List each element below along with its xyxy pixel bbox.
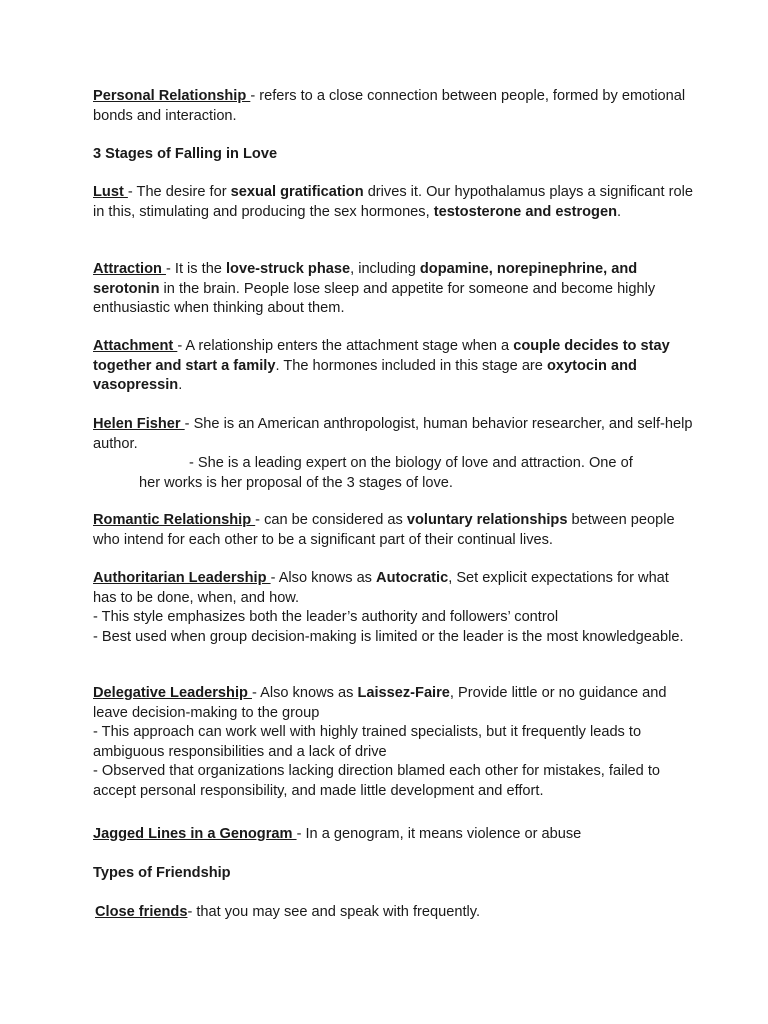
definition-text: - The desire for <box>127 184 231 200</box>
bold-text: couple decides to stay together and start a family <box>93 338 670 374</box>
definition-text: , including <box>350 261 420 277</box>
bullet-line: - This style emphasizes both the leader’s authority and followers’ control <box>93 609 559 625</box>
definition-text: - can be considered as <box>255 512 407 528</box>
bullet-line: - Observed that organizations lacking direction blamed each other for mistakes, failed to accept personal responsibility, and made little development and effort. <box>93 763 661 799</box>
term-authoritarian-leadership: Authoritarian Leadership <box>93 570 271 586</box>
definition-text: - In a genogram, it means violence or abuse <box>296 826 582 842</box>
paragraph-close-friends <box>95 903 695 923</box>
paragraph-lust <box>93 183 693 222</box>
bold-text: voluntary relationships <box>406 512 568 528</box>
definition-text: - A relationship enters the attachment stage when a <box>177 338 514 354</box>
paragraph-authoritarian-leadership <box>93 569 693 647</box>
term-attraction: Attraction <box>93 261 166 277</box>
term-delegative-leadership: Delegative Leadership <box>93 685 252 701</box>
paragraph-attachment <box>93 337 693 396</box>
paragraph-personal-relationship <box>93 87 693 126</box>
definition-text: - refers to a close connection between people, formed by emotional bonds and interaction. <box>93 88 686 124</box>
definition-text: - that you may see and speak with frequently. <box>187 904 481 920</box>
paragraph-attraction <box>93 260 693 319</box>
indented-line: - She is a leading expert on the biology of love and attraction. One of <box>189 455 633 471</box>
bold-text: Autocratic <box>376 570 449 586</box>
bold-text: dopamine, norepinephrine, and serotonin <box>93 261 638 297</box>
term-jagged-lines: Jagged Lines in a Genogram <box>93 826 297 842</box>
definition-text: drives it. Our hypothalamus plays a significant role in this, stimulating and producing the sex hormones, <box>93 184 693 220</box>
bold-text: love-struck phase <box>225 261 351 277</box>
definition-text: - Also knows as <box>270 570 377 586</box>
term-lust: Lust <box>93 184 128 200</box>
bold-text: sexual gratification <box>230 184 364 200</box>
heading-types-of-friendship: Types of Friendship <box>93 865 231 881</box>
term-helen-fisher: Helen Fisher <box>93 416 185 432</box>
term-attachment: Attachment <box>93 338 178 354</box>
definition-text: . <box>617 203 622 220</box>
heading-stages-of-love: 3 Stages of Falling in Love <box>93 146 278 162</box>
definition-text: in the brain. People lose sleep and appetite for someone and become highly enthusiastic when thinking about them. <box>93 280 656 316</box>
paragraph-delegative-leadership <box>93 684 693 801</box>
definition-text: - She is an American anthropologist, human behavior researcher, and self-help author. <box>93 416 693 452</box>
definition-text: . The hormones included in this stage are <box>275 357 547 374</box>
bold-text: Laissez-Faire <box>357 685 450 701</box>
bullet-line: - Best used when group decision-making is limited or the leader is the most knowledgeable. <box>93 628 684 645</box>
term-close-friends: Close friends <box>95 904 188 920</box>
definition-text: - It is the <box>165 261 226 277</box>
definition-text: between people who intend for each other to be a significant part of their continual lives. <box>93 512 675 548</box>
definition-text: - Also knows as <box>251 685 358 701</box>
definition-text: , Set explicit expectations for what has to be done, when, and how. <box>93 570 669 606</box>
paragraph-jagged-lines <box>93 825 693 845</box>
term-romantic-relationship: Romantic Relationship <box>93 512 256 528</box>
definition-text: . <box>178 377 183 393</box>
paragraph-romantic-relationship <box>93 511 693 550</box>
bold-text: testosterone and estrogen <box>433 203 617 220</box>
bold-text: oxytocin and vasopressin <box>93 357 637 393</box>
term-personal-relationship: Personal Relationship <box>93 88 251 104</box>
indented-line: her works is her proposal of the 3 stages of love. <box>139 474 453 491</box>
paragraph-helen-fisher <box>93 415 693 493</box>
definition-text: , Provide little or no guidance and leave decision-making to the group <box>93 685 667 721</box>
bullet-line: - This approach can work well with highly trained specialists, but it frequently leads to ambiguous responsibilities and a lack of drive <box>93 724 642 760</box>
